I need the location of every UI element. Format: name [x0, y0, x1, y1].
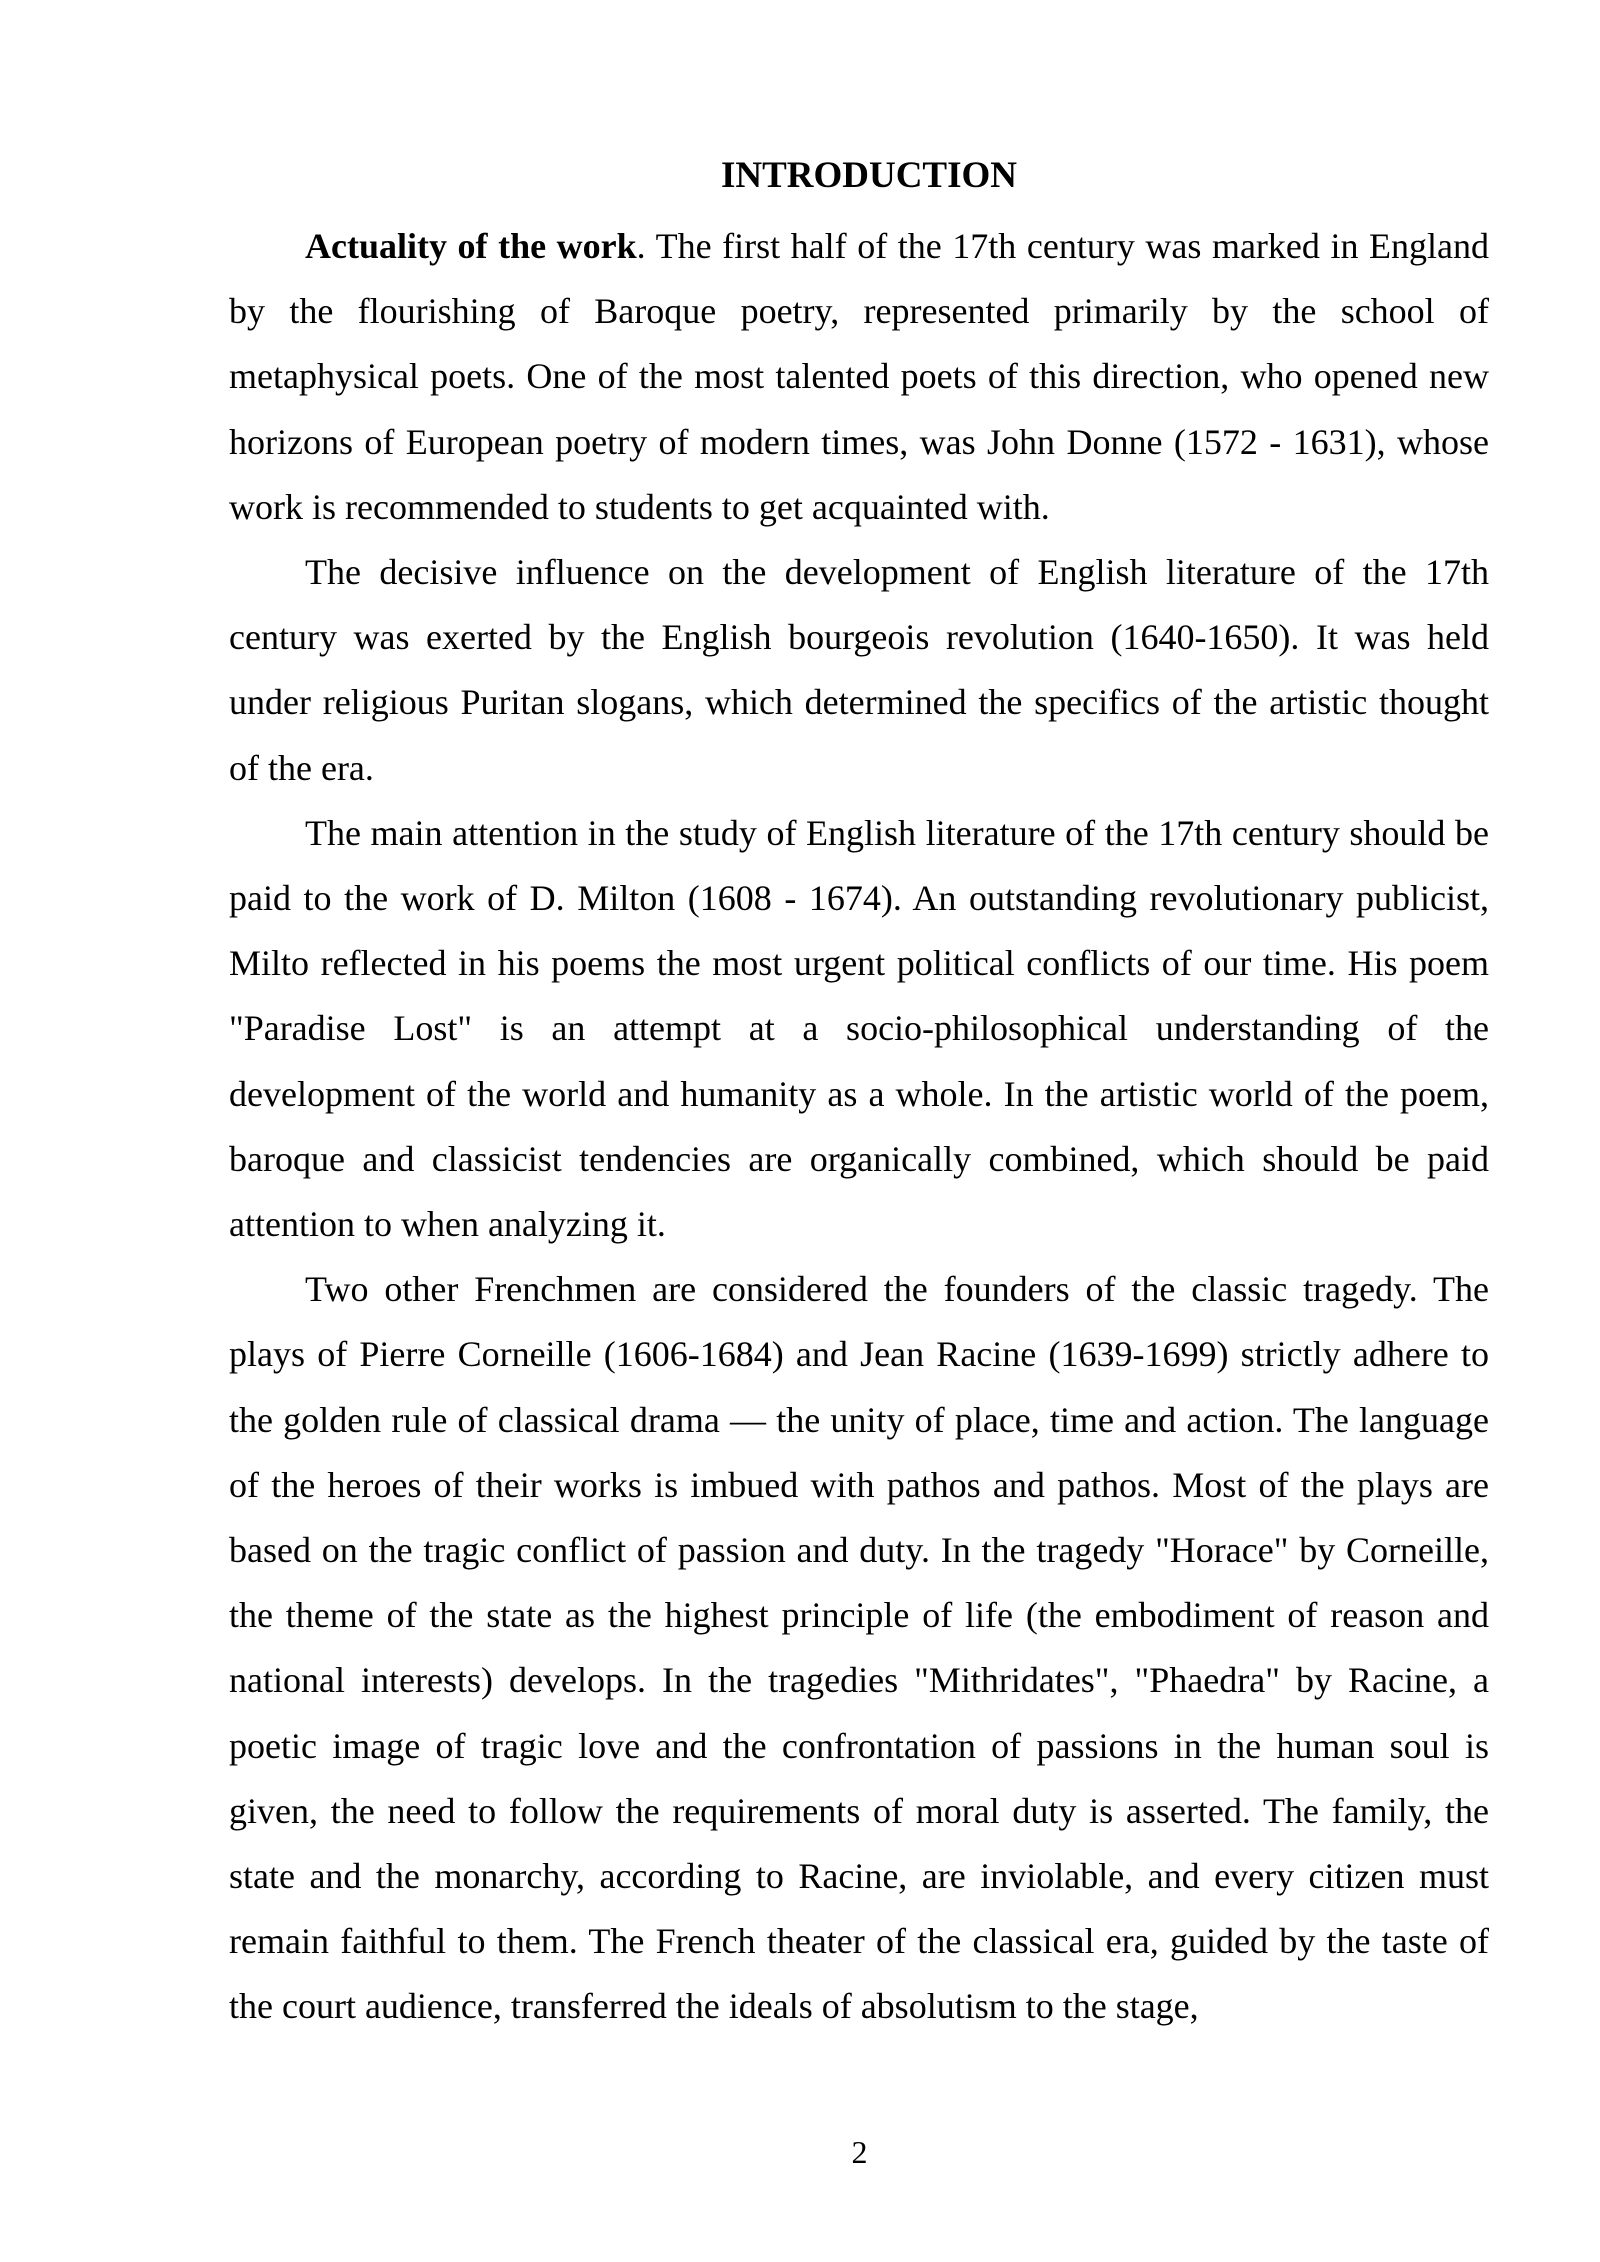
paragraph-revolution: The decisive influence on the development of English literature of the 17th century was exerted by the English bourgeois revolution (1640-1650). It was held under religious Puritan slogans, which determined the specifics of the artistic thought of the era.: [229, 552, 1489, 788]
paragraph-actuality: [229, 214, 1489, 540]
paragraph-milton: The main attention in the study of English literature of the 17th century should be paid to the work of D. Milton (1608 - 1674). An outstanding revolutionary publicist, Milto reflected in his poems the most urgent political conflicts of our time. His poem "Paradise Lost" is an attempt at a socio-philosophical understanding of the development of the world and humanity as a whole. In the artistic world of the poem, baroque and classicist tendencies are organically combined, which should be paid attention to when analyzing it.: [229, 812, 1489, 1245]
section-heading: INTRODUCTION: [720, 155, 1018, 196]
paragraph-text: . The first half of the 17th century was marked in England by the flourishing of Baroque poetry, represented primarily by the school of metaphysical poets. One of the most talented poets of this direction, who opened new horizons of European poetry of modern times, was John Donne (1572 - 1631), whose work is recommended to students to get acquainted with.: [229, 226, 1489, 527]
paragraph-classic-tragedy: Two other Frenchmen are considered the founders of the classic tragedy. The plays of Pierre Corneille (1606-1684) and Jean Racine (1639-1699) strictly adhere to the golden rule of classical drama — the unity of place, time and action. The language of the heroes of their works is imbued with pathos and pathos. Most of the plays are based on the tragic conflict of passion and duty. In the tragedy "Horace" by Corneille, the theme of the state as the highest principle of life (the embodiment of reason and national interests) develops. In the tragedies "Mithridates", "Phaedra" by Racine, a poetic image of tragic love and the confrontation of passions in the human soul is given, the need to follow the requirements of moral duty is asserted. The family, the state and the monarchy, according to Racine, are inviolable, and every citizen must remain faithful to them. The French theater of the classical era, guided by the taste of the court audience, transferred the ideals of absolutism to the stage,: [229, 1269, 1489, 2027]
paragraph-lead: Actuality of the work: [305, 226, 637, 266]
page-body: [229, 148, 1489, 2040]
page-number: 2: [851, 2134, 868, 2170]
